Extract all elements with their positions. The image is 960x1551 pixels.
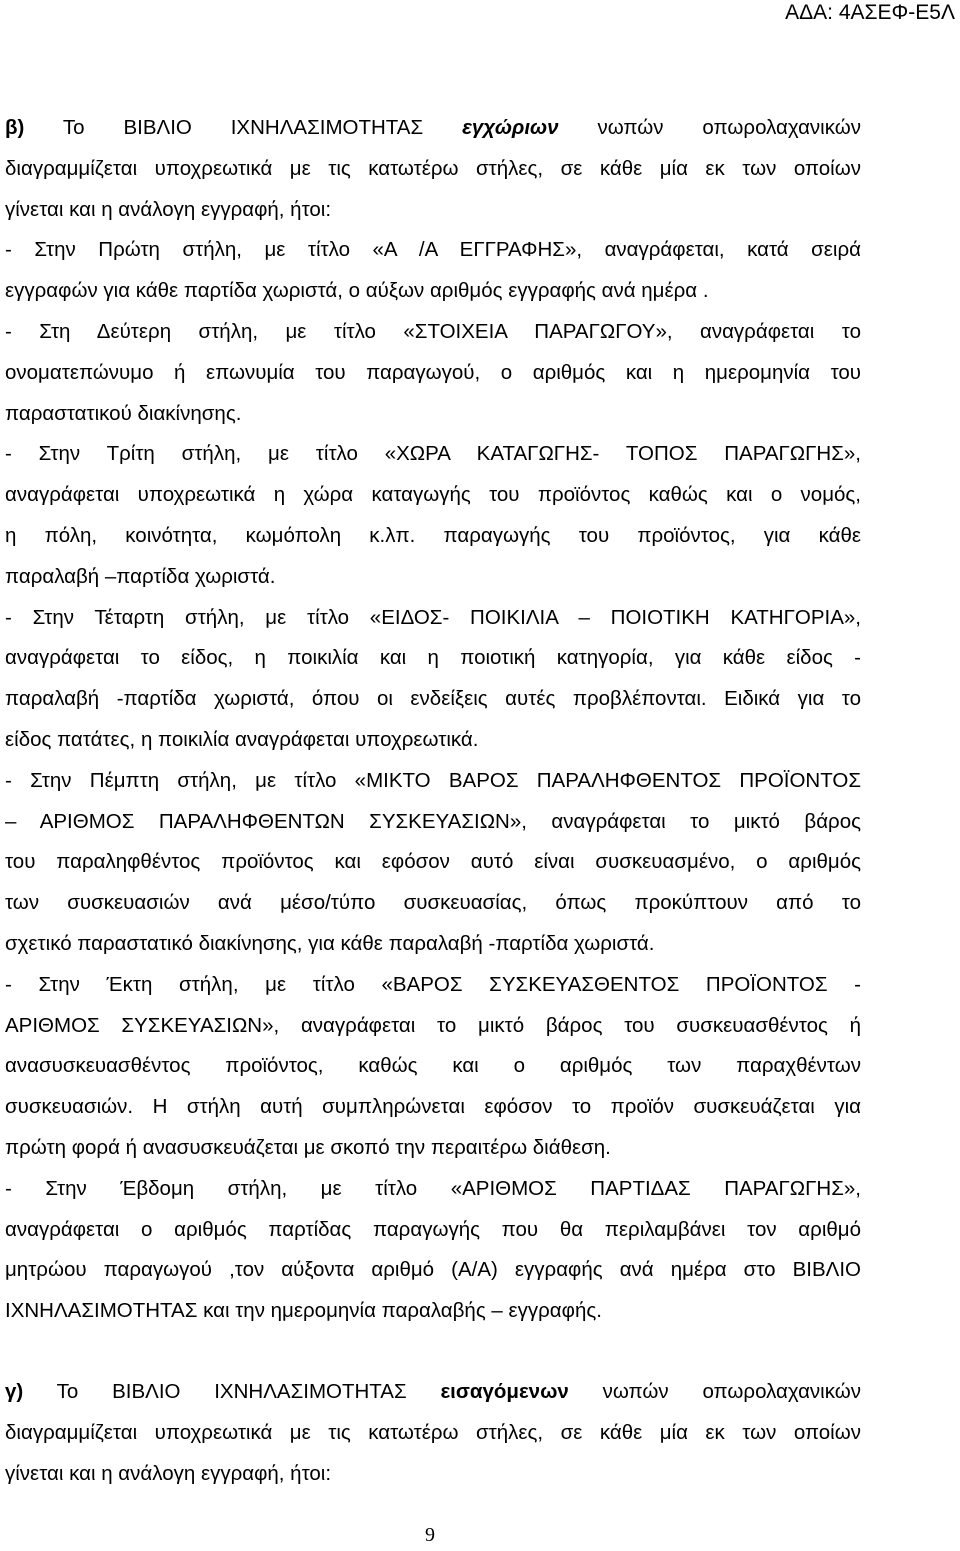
text-line: γίνεται και η ανάλογη εγγραφή, ήτοι: <box>5 197 332 221</box>
document-body <box>5 108 861 1494</box>
text-line: - Στην Πρώτη στήλη, με τίτλο «Α /Α ΕΓΓΡΑΦΗΣ», αναγράφεται, κατά σειρά <box>5 238 861 262</box>
text-line: σχετικό παραστατικό διακίνησης, για κάθε παραλαβή -παρτίδα χωριστά. <box>5 931 655 955</box>
section-c-title-end: νωπών οπωρολαχανικών <box>568 1379 861 1403</box>
section-c-label: γ) <box>5 1379 24 1403</box>
text-line: παραλαβή –παρτίδα χωριστά. <box>5 564 276 588</box>
text-line: - Στην Έκτη στήλη, με τίτλο «ΒΑΡΟΣ ΣΥΣΚΕΥΑΣΘΕΝΤΟΣ ΠΡΟΪΟΝΤΟΣ - <box>5 972 861 996</box>
text-line: είδος πατάτες, η ποικιλία αναγράφεται υποχρεωτικά. <box>5 727 479 751</box>
text-line: εγγραφών για κάθε παρτίδα χωριστά, ο αύξων αριθμός εγγραφής ανά ημέρα . <box>5 279 709 303</box>
text-line: - Στην Πέμπτη στήλη, με τίτλο «ΜΙΚΤΟ ΒΑΡΟΣ ΠΑΡΑΛΗΦΘΕΝΤΟΣ ΠΡΟΪΟΝΤΟΣ <box>5 768 861 792</box>
text-line: παραλαβή -παρτίδα χωριστά, όπου οι ενδείξεις αυτές προβλέπονται. Ειδικά για το <box>5 687 861 711</box>
text-line: - Στην Τρίτη στήλη, με τίτλο «ΧΩΡΑ ΚΑΤΑΓΩΓΗΣ- ΤΟΠΟΣ ΠΑΡΑΓΩΓΗΣ», <box>5 442 861 466</box>
text-line: ανασυσκευασθέντος προϊόντος, καθώς και ο αριθμός των παραχθέντων <box>5 1054 861 1078</box>
text-line: – ΑΡΙΘΜΟΣ ΠΑΡΑΛΗΦΘΕΝΤΩΝ ΣΥΣΚΕΥΑΣΙΩΝ», αναγράφεται το μικτό βάρος <box>5 809 861 833</box>
document-code: ΑΔΑ: 4ΑΣΕΦ-Ε5Λ <box>785 1 955 24</box>
text-line: ΙΧΝΗΛΑΣΙΜΟΤΗΤΑΣ και την ημερομηνία παραλαβής – εγγραφής. <box>5 1299 602 1323</box>
text-line: γίνεται και η ανάλογη εγγραφή, ήτοι: <box>5 1461 332 1485</box>
paragraph-gap <box>5 1332 861 1372</box>
section-c-heading <box>5 1372 861 1413</box>
text-line: παραστατικού διακίνησης. <box>5 401 242 425</box>
text-line: ονοματεπώνυμο ή επωνυμία του παραγωγού, ο αριθμός και η ημερομηνία του <box>5 360 861 384</box>
section-b-title-start: Το ΒΙΒΛΙΟ ΙΧΝΗΛΑΣΙΜΟΤΗΤΑΣ <box>24 116 463 139</box>
text-line: πρώτη φορά ή ανασυσκευάζεται με σκοπό την περαιτέρω διάθεση. <box>5 1135 611 1159</box>
text-line: - Στην Έβδομη στήλη, με τίτλο «ΑΡΙΘΜΟΣ ΠΑΡΤΙΔΑΣ ΠΑΡΑΓΩΓΗΣ», <box>5 1176 861 1200</box>
text-line: - Στην Τέταρτη στήλη, με τίτλο «ΕΙΔΟΣ- ΠΟΙΚΙΛΙΑ – ΠΟΙΟΤΙΚΗ ΚΑΤΗΓΟΡΙΑ», <box>5 605 861 629</box>
text-line: του παραληφθέντος προϊόντος και εφόσον αυτό είναι συσκευασμένο, ο αριθμός <box>5 850 861 874</box>
section-c-emphasis: εισαγόμενων <box>440 1379 569 1403</box>
text-line: ΑΡΙΘΜΟΣ ΣΥΣΚΕΥΑΣΙΩΝ», αναγράφεται το μικτό βάρος του συσκευασθέντος ή <box>5 1013 861 1037</box>
text-line: των συσκευασιών ανά μέσο/τύπο συσκευασίας, όπως προκύπτουν από το <box>5 891 861 915</box>
text-line: αναγράφεται ο αριθμός παρτίδας παραγωγής που θα περιλαμβάνει τον αριθμό <box>5 1217 861 1241</box>
section-c-title-start: Το ΒΙΒΛΙΟ ΙΧΝΗΛΑΣΙΜΟΤΗΤΑΣ <box>23 1379 441 1403</box>
section-b-heading <box>5 108 861 149</box>
section-b-title-end: νωπών οπωρολαχανικών <box>558 116 861 139</box>
section-b-emphasis: εγχώριων <box>462 116 559 139</box>
text-line: μητρώου παραγωγού ,τον αύξοντα αριθμό (Α/Α) εγγραφής ανά ημέρα στο ΒΙΒΛΙΟ <box>5 1258 861 1282</box>
section-b-label: β) <box>5 116 25 139</box>
text-line: αναγράφεται υποχρεωτικά η χώρα καταγωγής του προϊόντος καθώς και ο νομός, <box>5 483 861 507</box>
text-line: αναγράφεται το είδος, η ποικιλία και η ποιοτική κατηγορία, για κάθε είδος - <box>5 646 861 670</box>
text-line: η πόλη, κοινότητα, κωμόπολη κ.λπ. παραγωγής του προϊόντος, για κάθε <box>5 523 861 547</box>
text-line: - Στη Δεύτερη στήλη, με τίτλο «ΣΤΟΙΧΕΙΑ ΠΑΡΑΓΩΓΟΥ», αναγράφεται το <box>5 319 861 343</box>
text-line: διαγραμμίζεται υποχρεωτικά με τις κατωτέρω στήλες, σε κάθε μία εκ των οποίων <box>5 156 861 180</box>
text-line: συσκευασιών. Η στήλη αυτή συμπληρώνεται εφόσον το προϊόν συσκευάζεται για <box>5 1095 861 1119</box>
page-number: 9 <box>425 1524 435 1546</box>
text-line: διαγραμμίζεται υποχρεωτικά με τις κατωτέρω στήλες, σε κάθε μία εκ των οποίων <box>5 1420 861 1444</box>
